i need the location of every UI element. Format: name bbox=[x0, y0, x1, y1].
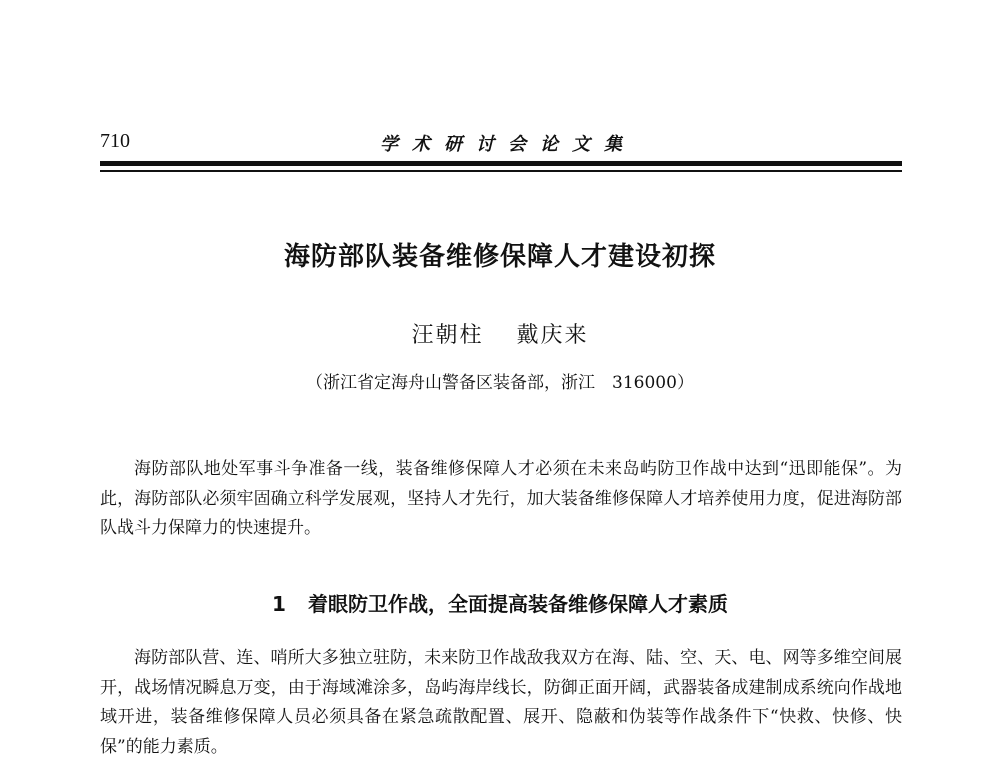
section-number: 1 bbox=[272, 592, 286, 616]
section-heading bbox=[0, 588, 1000, 617]
header-rule-thick bbox=[100, 161, 902, 166]
section-heading-text: 着眼防卫作战，全面提高装备维修保障人才素质 bbox=[307, 592, 728, 616]
section-paragraph: 海防部队营、连、哨所大多独立驻防，未来防卫作战敌我双方在海、陆、空、天、电、网等多维空间展开，战场情况瞬息万变，由于海域滩涂多，岛屿海岸线长，防御正面开阔，武器装备成建制成系统向作战地域开进，装备维修保障人员必须具备在紧急疏散配置、展开、隐蔽和伪装等作战条件下“快救、快修、快保”的能力素质。 bbox=[100, 648, 902, 757]
header-rule-thin bbox=[100, 170, 902, 172]
author-name: 汪朝柱 bbox=[411, 323, 484, 348]
running-header-title: 学术研讨会论文集 bbox=[380, 134, 636, 155]
author-list bbox=[0, 318, 1000, 349]
article-title: 海防部队装备维修保障人才建设初探 bbox=[283, 242, 716, 272]
intro-paragraph: 海防部队地处军事斗争准备一线，装备维修保障人才必须在未来岛屿防卫作战中达到“迅即能保”。为此，海防部队必须牢固确立科学发展观，坚持人才先行，加大装备维修保障人才培养使用力度，促进海防部队战斗力保障力的快速提升。 bbox=[100, 459, 902, 538]
author-affiliation: （浙江省定海舟山警备区装备部，浙江 316000） bbox=[306, 373, 694, 393]
page-number: 710 bbox=[100, 130, 130, 152]
author-name: 戴庆来 bbox=[516, 323, 589, 348]
